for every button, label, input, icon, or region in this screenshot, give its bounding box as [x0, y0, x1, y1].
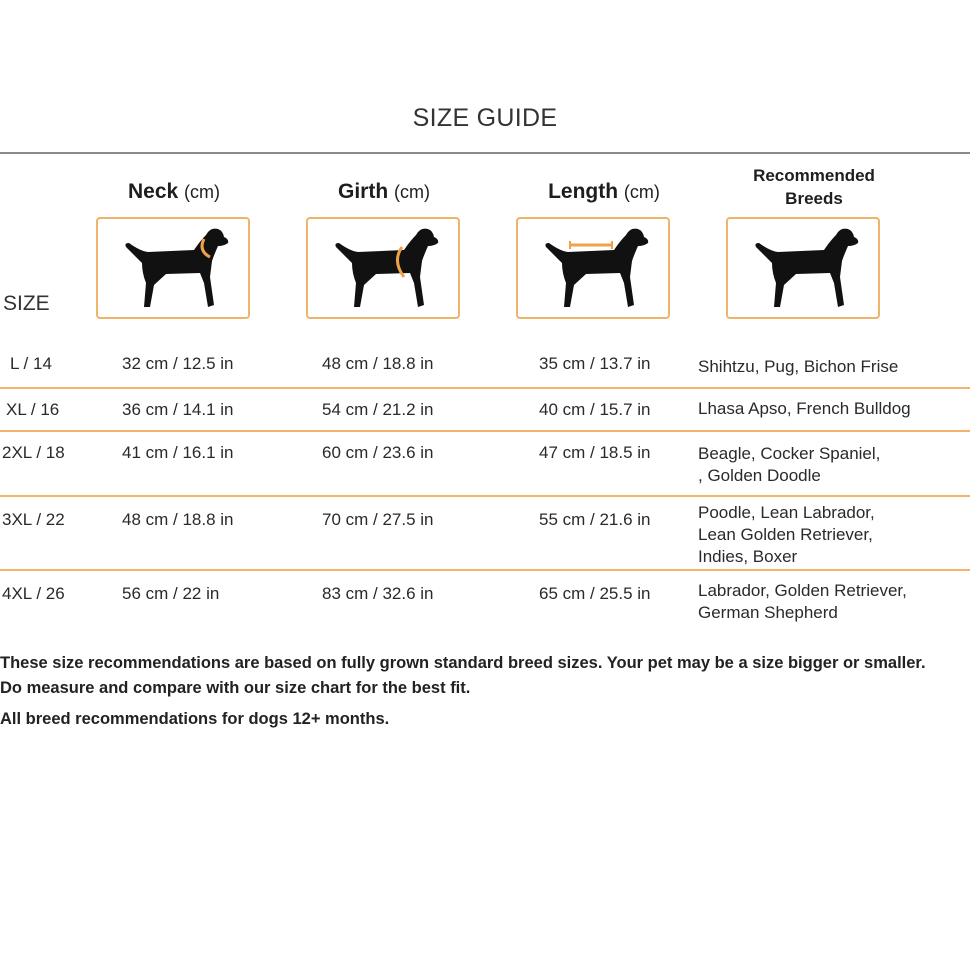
length-cell: 35 cm / 13.7 in: [539, 354, 651, 373]
length-cell: 40 cm / 15.7 in: [539, 400, 651, 419]
dog-girth-measure-icon: [330, 227, 440, 313]
length-icon-box: [516, 217, 670, 319]
neck-cell: 41 cm / 16.1 in: [122, 443, 234, 462]
dog-neck-measure-icon: [120, 227, 230, 313]
breed-line: Poodle, Lean Labrador,: [698, 503, 875, 522]
dog-silhouette-icon: [750, 227, 860, 313]
breeds-cell: [698, 580, 968, 624]
footnote: Do measure and compare with our size chart for the best fit.: [0, 679, 471, 697]
breed-line: German Shepherd: [698, 603, 838, 622]
size-cell: 2XL / 18: [2, 443, 65, 462]
girth-header-label: Girth: [338, 180, 389, 203]
size-cell: 3XL / 22: [2, 510, 65, 529]
footnote: These size recommendations are based on fully grown standard breed sizes. Your pet may be a size bigger or smaller.: [0, 654, 926, 672]
breeds-cell: [698, 443, 968, 487]
neck-cell: 56 cm / 22 in: [122, 584, 220, 603]
breed-line: Shihtzu, Pug, Bichon Frise: [698, 357, 899, 376]
row-divider: [0, 569, 970, 571]
breeds-icon-box: [726, 217, 880, 319]
length-cell: 65 cm / 25.5 in: [539, 584, 651, 603]
size-cell: 4XL / 26: [2, 584, 65, 603]
length-header-label: Length: [548, 180, 619, 203]
row-divider: [0, 387, 970, 389]
size-cell: XL / 16: [6, 400, 60, 419]
row-divider: [0, 430, 970, 432]
dog-length-measure-icon: [540, 227, 650, 313]
breeds-cell: [698, 398, 968, 420]
girth-header-unit: (cm): [394, 182, 430, 202]
girth-header: [307, 180, 461, 204]
neck-cell: 36 cm / 14.1 in: [122, 400, 234, 419]
neck-header-unit: (cm): [184, 182, 221, 202]
neck-cell: 48 cm / 18.8 in: [122, 510, 234, 529]
neck-header-label: Neck: [127, 180, 179, 203]
breeds-header-line1: Recommended: [753, 166, 875, 185]
girth-cell: 83 cm / 32.6 in: [322, 584, 434, 603]
page-title: SIZE GUIDE: [412, 104, 558, 132]
girth-icon-box: [306, 217, 460, 319]
neck-header: [97, 180, 251, 204]
neck-icon-box: [96, 217, 250, 319]
breed-line: Beagle, Cocker Spaniel,: [698, 444, 881, 463]
breed-line: , Golden Doodle: [698, 466, 821, 485]
breeds-header-line2: Breeds: [785, 189, 843, 208]
girth-cell: 54 cm / 21.2 in: [322, 400, 434, 419]
girth-cell: 48 cm / 18.8 in: [322, 354, 434, 373]
girth-cell: 60 cm / 23.6 in: [322, 443, 434, 462]
breeds-cell: [698, 356, 968, 378]
top-divider: [0, 152, 970, 154]
breed-line: Lean Golden Retriever,: [698, 525, 873, 544]
length-cell: 55 cm / 21.6 in: [539, 510, 651, 529]
size-column-label: SIZE: [3, 292, 50, 315]
length-cell: 47 cm / 18.5 in: [539, 443, 651, 462]
size-cell: L / 14: [10, 354, 52, 373]
length-header-unit: (cm): [623, 182, 660, 202]
breeds-cell: [698, 502, 968, 568]
footnote: All breed recommendations for dogs 12+ months.: [0, 710, 390, 728]
girth-cell: 70 cm / 27.5 in: [322, 510, 434, 529]
breed-line: Labrador, Golden Retriever,: [698, 581, 907, 600]
breed-line: Indies, Boxer: [698, 547, 798, 566]
neck-cell: 32 cm / 12.5 in: [122, 354, 234, 373]
length-header: [517, 180, 691, 204]
row-divider: [0, 495, 970, 497]
breeds-header: [727, 164, 901, 210]
breed-line: Lhasa Apso, French Bulldog: [698, 399, 911, 418]
